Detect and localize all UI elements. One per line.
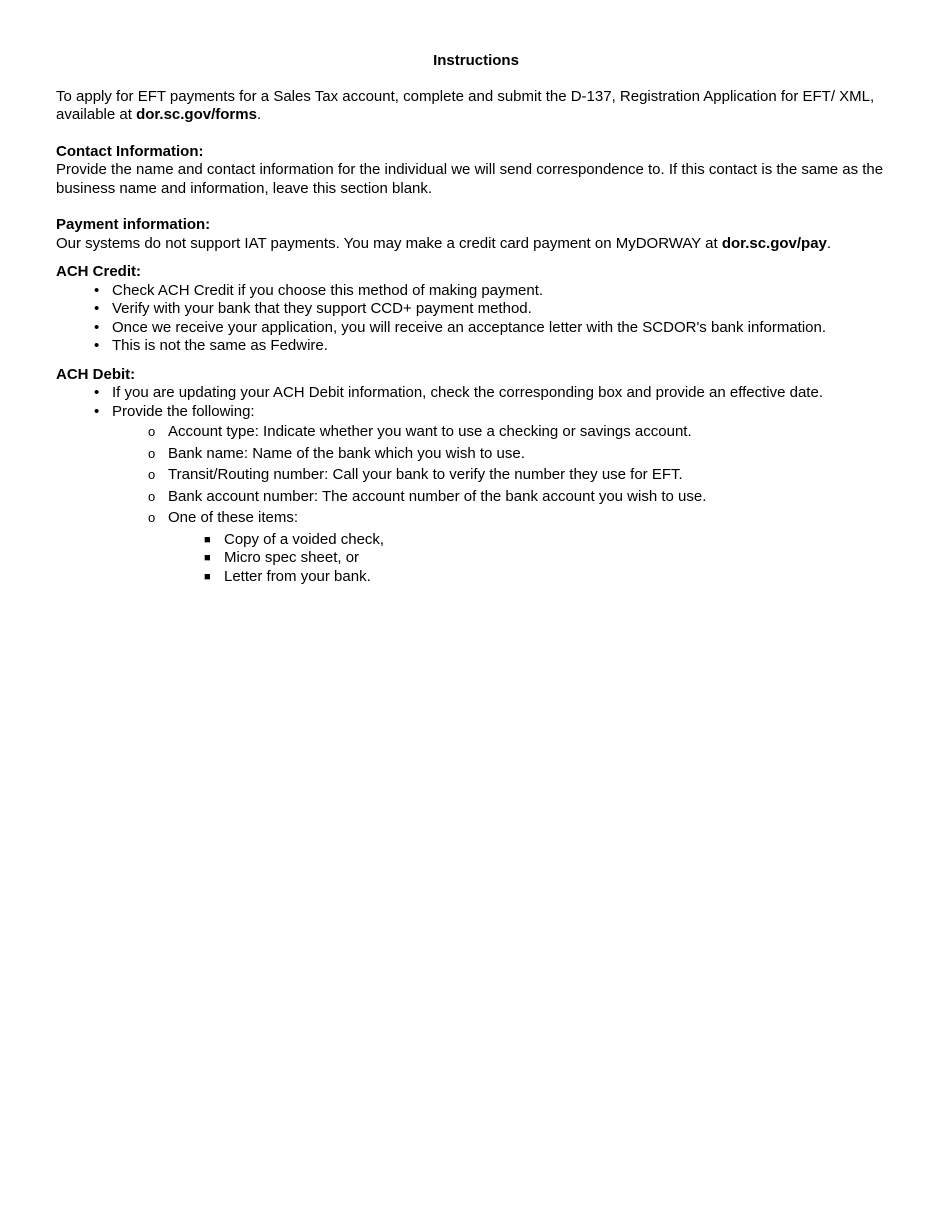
intro-end: . (256, 106, 262, 123)
ach-credit-section (56, 263, 896, 356)
sub-sub-list-item-text: Copy of a voided check, (224, 530, 385, 548)
sub-list-item-text: Transit/Routing number: Call your bank to verify the number they use for EFT. (168, 466, 683, 483)
circle-bullet-icon: o (148, 467, 156, 482)
square-bullet-icon: ■ (204, 570, 211, 583)
list-item-text: This is not the same as Fedwire. (112, 337, 328, 354)
list-item-text: Verify with your bank that they support CCD+ payment method. (112, 300, 532, 317)
sub-sub-list-item (168, 568, 896, 587)
bullet-icon: • (94, 300, 100, 317)
list-item (56, 384, 896, 403)
contact-text: Provide the name and contact information for the individual we will send correspondence to. If this contact is the same as the business name and information, leave this section blank. (56, 161, 884, 197)
square-bullet-icon: ■ (204, 533, 211, 546)
sub-sub-list-item-text: Letter from your bank. (224, 567, 371, 585)
sub-sub-list-item-text: Micro spec sheet, or (224, 549, 360, 566)
list-item (56, 319, 896, 338)
sub-list-item (112, 423, 896, 442)
payment-section (56, 216, 896, 253)
bullet-icon: • (94, 402, 100, 420)
list-item-text: Once we receive your application, you will receive an acceptance letter with the SCDOR's bank information. (112, 318, 827, 336)
circle-bullet-icon: o (148, 445, 156, 461)
list-item (56, 337, 896, 356)
payment-text: Our systems do not support IAT payments. You may make a credit card payment on MyDORWAY at (56, 234, 722, 252)
list-item-text: Provide the following: (112, 402, 255, 420)
list-item-text: Check ACH Credit if you choose this method of making payment. (112, 281, 544, 299)
page-title: Instructions (433, 52, 519, 69)
sub-sub-list-item (168, 549, 896, 568)
list-item-text: If you are updating your ACH Debit information, check the corresponding box and provide an effective date. (112, 384, 823, 401)
contact-heading: Contact Information: (56, 142, 204, 160)
ach-debit-sub-sub-list (168, 531, 896, 587)
ach-credit-heading: ACH Credit: (56, 263, 141, 280)
circle-bullet-icon: o (148, 510, 156, 525)
bullet-icon: • (94, 281, 100, 299)
sub-list-item-text: Account type: Indicate whether you want to use a checking or savings account. (168, 423, 692, 440)
sub-list-item-text: One of these items: (168, 509, 299, 526)
sub-list-item (112, 445, 896, 464)
instructions-page (56, 52, 896, 589)
square-bullet-icon: ■ (204, 552, 211, 564)
sub-list-item-text: Bank account number: The account number of the bank account you wish to use. (168, 487, 707, 505)
bullet-icon: • (94, 318, 100, 336)
sub-sub-list-item (168, 531, 896, 550)
ach-credit-list (56, 282, 896, 356)
list-item (56, 403, 896, 587)
sub-list-item (112, 509, 896, 586)
pay-link: dor.sc.gov/pay (721, 234, 827, 252)
bullet-icon: • (94, 384, 100, 401)
list-item (56, 300, 896, 319)
sub-list-item (112, 466, 896, 485)
intro-paragraph (56, 88, 896, 125)
bullet-icon: • (94, 337, 100, 354)
ach-debit-section (56, 366, 896, 587)
sub-list-item-text: Bank name: Name of the bank which you wish to use. (168, 444, 525, 462)
contact-section (56, 143, 896, 199)
ach-debit-list (56, 384, 896, 586)
intro-text: To apply for EFT payments for a Sales Tax account, complete and submit the D-137, Registration Application for EFT/ XML, available at (56, 87, 875, 123)
circle-bullet-icon: o (148, 488, 156, 504)
sub-list-item (112, 488, 896, 507)
ach-debit-heading: ACH Debit: (56, 365, 136, 383)
list-item (56, 282, 896, 301)
ach-debit-sub-list (112, 423, 896, 586)
forms-link: dor.sc.gov/forms (136, 106, 257, 123)
payment-end: . (826, 234, 832, 252)
circle-bullet-icon: o (148, 424, 156, 439)
payment-heading: Payment information: (56, 216, 211, 233)
payment-paragraph (56, 235, 896, 254)
